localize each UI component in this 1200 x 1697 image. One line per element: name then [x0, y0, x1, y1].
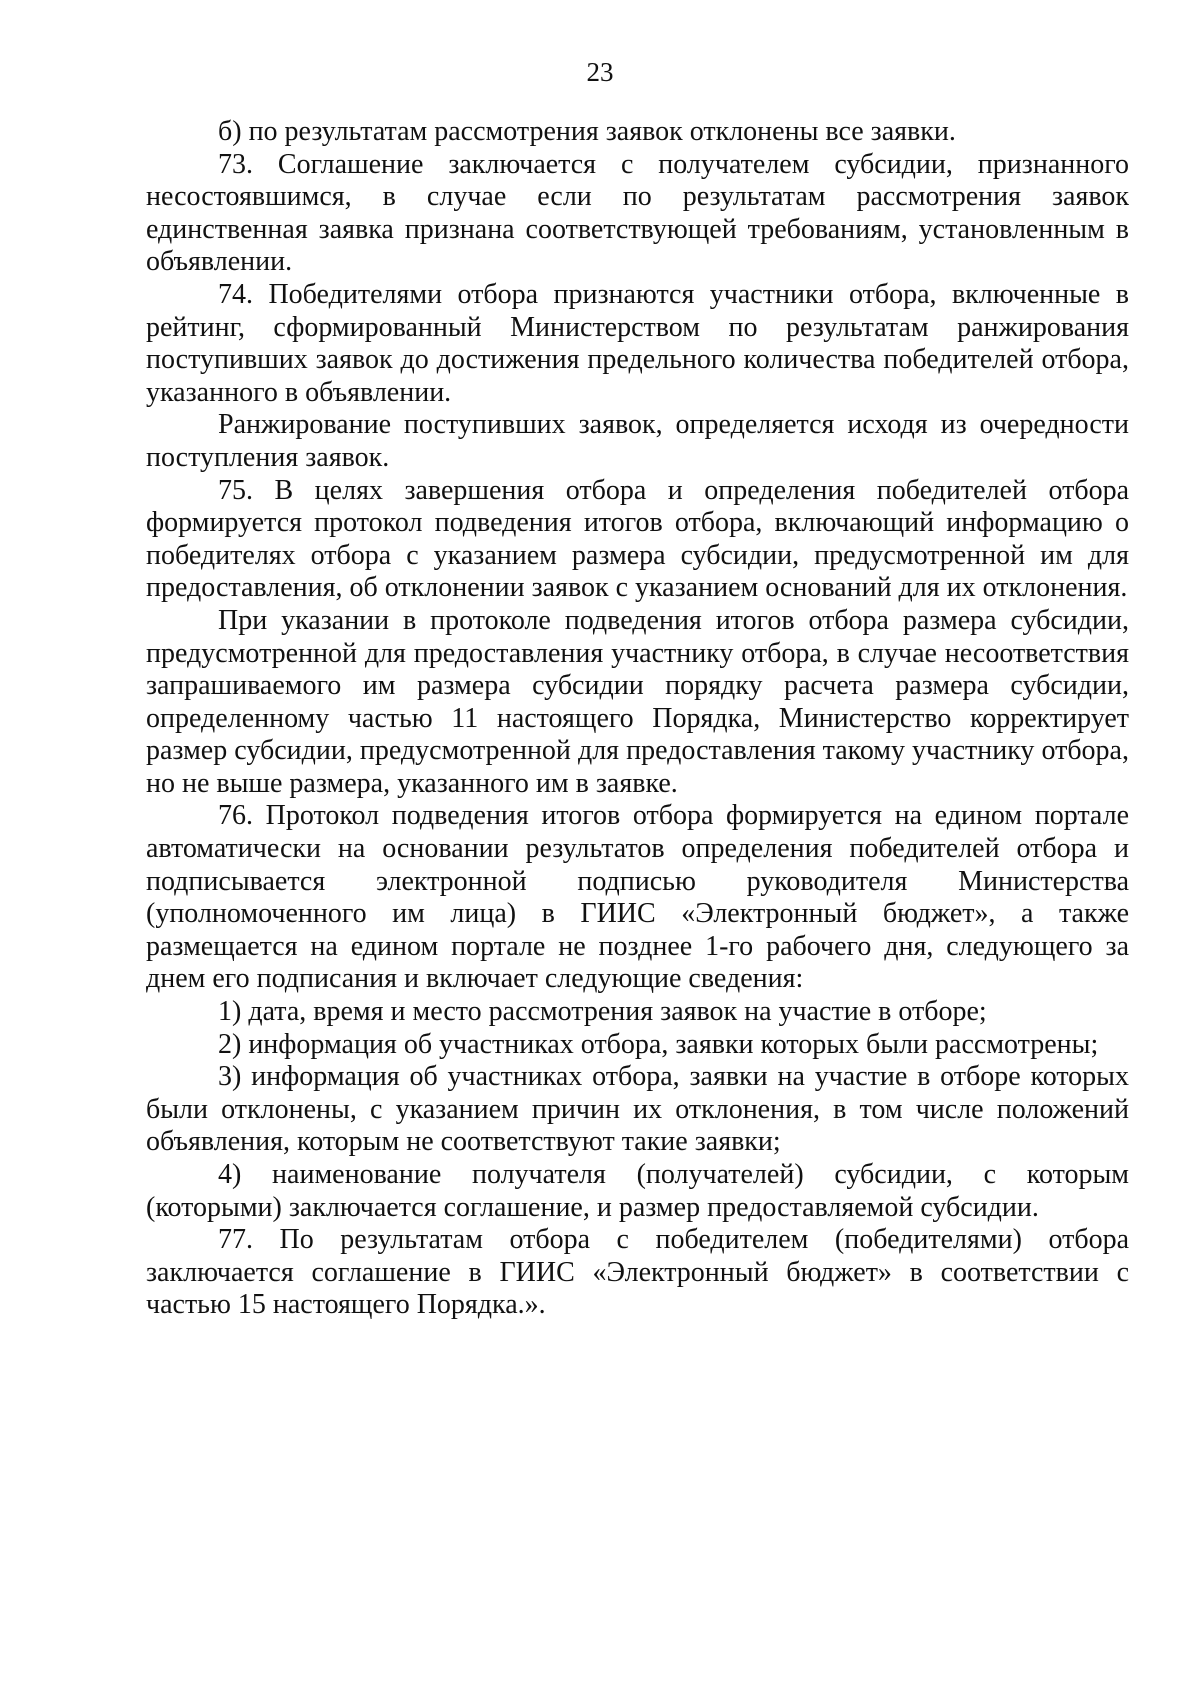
paragraph-74: 74. Победителями отбора признаются участники отбора, включенные в рейтинг, сформированный Министерством по результатам ранжирования поступивших заявок до достижения предельного количества победителей отбора, указанного в объявлении.: [146, 278, 1129, 408]
paragraph-77: 77. По результатам отбора с победителем (победителями) отбора заключается соглашение в ГИИС «Электронный бюджет» в соответствии с частью 15 настоящего Порядка.».: [146, 1224, 1129, 1321]
list-item-3: 3) информация об участниках отбора, заявки на участие в отборе которых были отклонены, с указанием причин их отклонения, в том числе положений объявления, которым не соответствуют такие заявки;: [146, 1061, 1129, 1158]
paragraph-76: 76. Протокол подведения итогов отбора формируется на едином портале автоматически на основании результатов определения победителей отбора и подписывается электронной подписью руководителя Министерства (уполномоченного им лица) в ГИИС «Электронный бюджет», а также размещается на едином портале не позднее 1-го рабочего дня, следующего за днем его подписания и включает следующие сведения:: [146, 800, 1129, 995]
paragraph-subsidy-size: При указании в протоколе подведения итогов отбора размера субсидии, предусмотренной для предоставления участнику отбора, в случае несоответствия запрашиваемого им размера субсидии порядку расчета размера субсидии, определенному частью 11 настоящего Порядка, Министерство корректирует размер субсидии, предусмотренной для предоставления такому участнику отбора, но не выше размера, указанного им в заявке.: [146, 604, 1129, 799]
paragraph-73: 73. Соглашение заключается с получателем субсидии, признанного несостоявшимся, в случае если по результатам рассмотрения заявок единственная заявка признана соответствующей требованиям, установленным в объявлении.: [146, 148, 1129, 278]
page-number: 23: [586, 57, 614, 87]
list-item-4: 4) наименование получателя (получателей) субсидии, с которым (которыми) заключается соглашение, и размер предоставляемой субсидии.: [146, 1159, 1129, 1223]
list-item-2: 2) информация об участниках отбора, заявки которых были рассмотрены;: [218, 1028, 1099, 1060]
paragraph-b: б) по результатам рассмотрения заявок отклонены все заявки.: [218, 116, 956, 147]
paragraph-75: 75. В целях завершения отбора и определения победителей отбора формируется протокол подведения итогов отбора, включающий информацию о победителях отбора с указанием размера субсидии, предусмотренной им для предоставления, об отклонении заявок с указанием оснований для их отклонения.: [146, 474, 1129, 604]
paragraph-ranking: Ранжирование поступивших заявок, определяется исходя из очередности поступления заявок.: [146, 409, 1129, 473]
list-item-1: 1) дата, время и место рассмотрения заявок на участие в отборе;: [218, 996, 987, 1028]
document-body: [146, 116, 1129, 1322]
